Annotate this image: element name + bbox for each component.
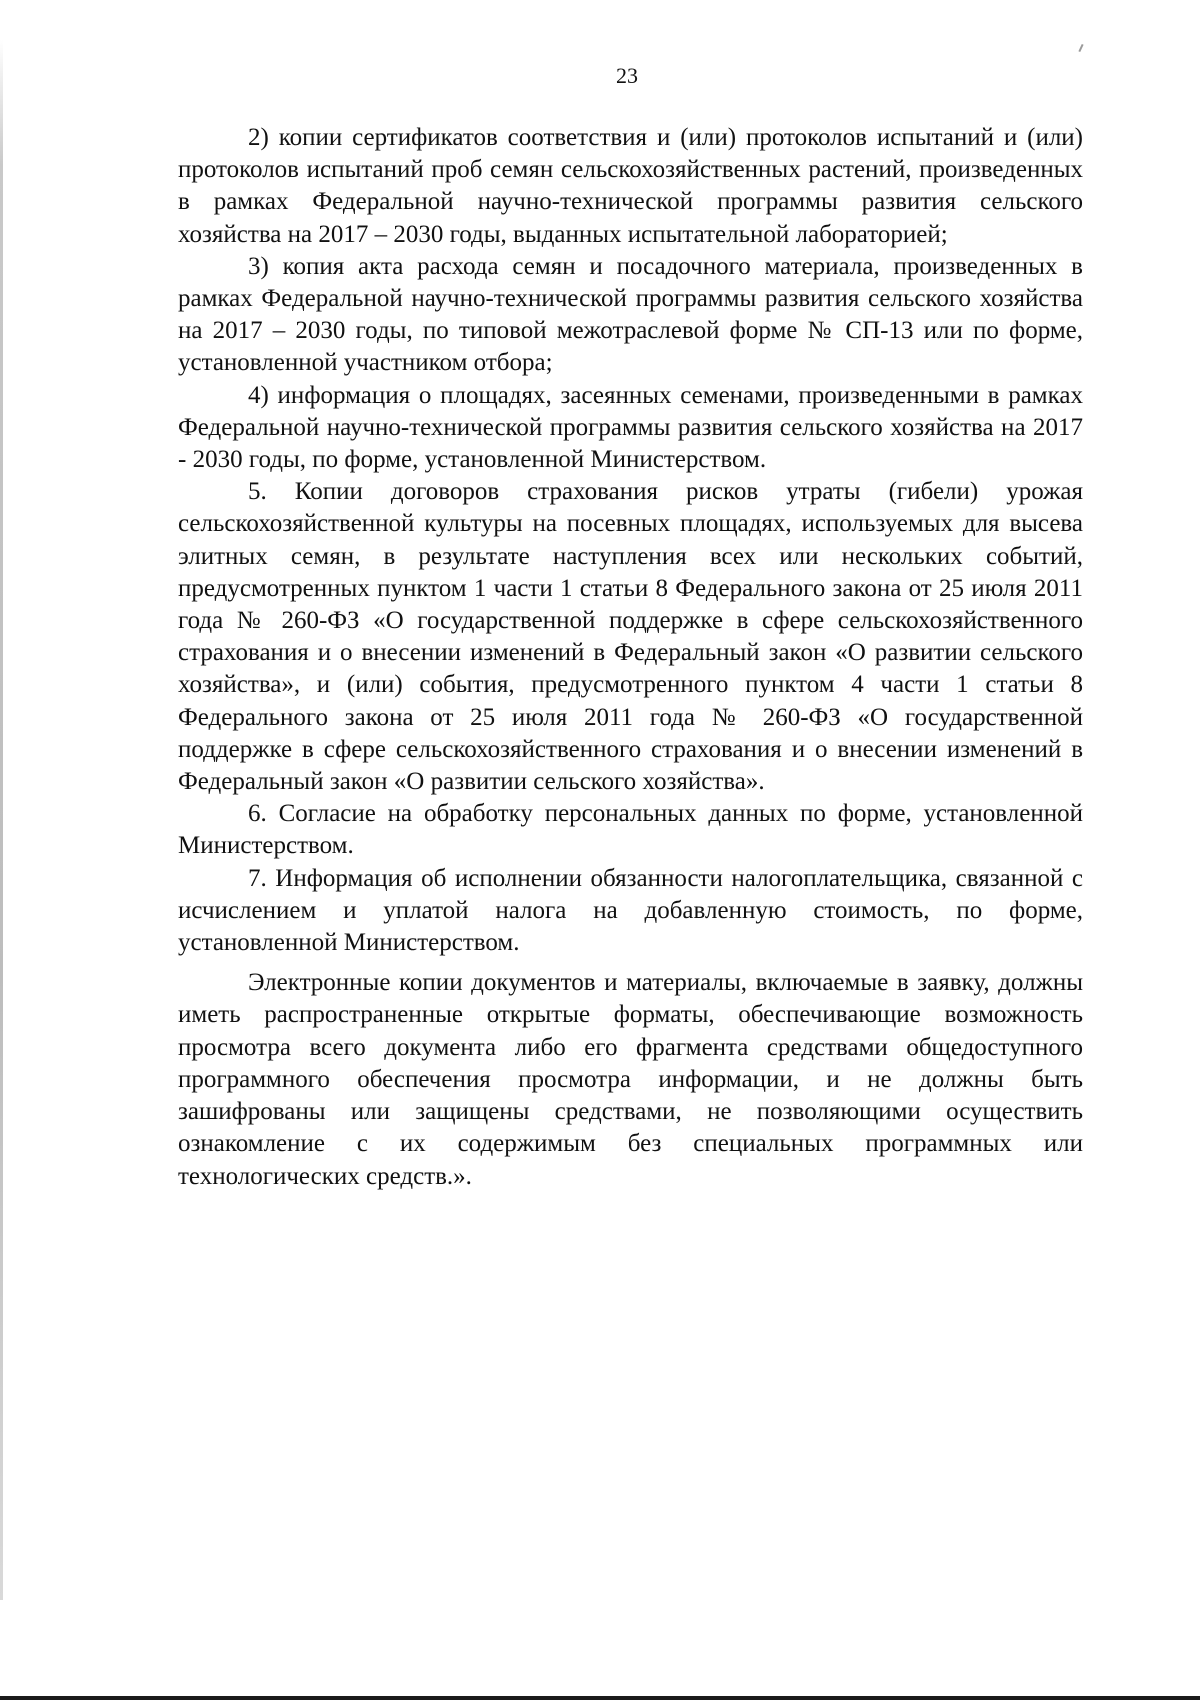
- paragraph-clause-5: 5. Копии договоров страхования рисков утраты (гибели) урожая сельскохозяйственной культуры на посевных площадях, используемых для высева элитных семян, в результате наступления всех или нескольких событий, предусмотренных пунктом 1 части 1 статьи 8 Федерального закона от 25 июля 2011 года № 260-ФЗ «О государственной поддержке в сфере сельскохозяйственного страхования и о внесении изменений в Федеральный закон «О развитии сельского хозяйства», и (или) события, предусмотренного пунктом 4 части 1 статьи 8 Федерального закона от 25 июля 2011 года № 260-ФЗ «О государственной поддержке в сфере сельскохозяйственного страхования и о внесении изменений в Федеральный закон «О развитии сельского хозяйства».: [178, 478, 1083, 796]
- paragraph-clause-6: 6. Согласие на обработку персональных данных по форме, установленной Министерством.: [178, 800, 1083, 860]
- page-number: 23: [616, 63, 638, 88]
- paragraph-electronic-copies: Электронные копии документов и материалы, включаемые в заявку, должны иметь распространенные открытые форматы, обеспечивающие возможность просмотра всего документа либо его фрагмента средствами общедоступного программного обеспечения просмотра информации, и не должны быть зашифрованы или защищены средствами, не позволяющими осуществить ознакомление с их содержимым без специальных программных или технологических средств.».: [178, 969, 1083, 1190]
- scan-edge-left: [0, 40, 3, 1600]
- scan-mark: [1078, 44, 1083, 52]
- paragraph-item-3: 3) копия акта расхода семян и посадочного материала, произведенных в рамках Федеральной научно-технической программы развития сельского хозяйства на 2017 – 2030 годы, по типовой межотраслевой форме № СП-13 или по форме, установленной участником отбора;: [178, 252, 1083, 377]
- document-body: [178, 122, 1083, 1193]
- scan-edge-bottom: [0, 1696, 1200, 1700]
- paragraph-item-2: 2) копии сертификатов соответствия и (или) протоколов испытаний и (или) протоколов испытаний проб семян сельскохозяйственных растений, произведенных в рамках Федеральной научно-технической программы развития сельского хозяйства на 2017 – 2030 годы, выданных испытательной лабораторией;: [178, 124, 1083, 248]
- paragraph-clause-7: 7. Информация об исполнении обязанности налогоплательщика, связанной с исчислением и уплатой налога на добавленную стоимость, по форме, установленной Министерством.: [178, 864, 1083, 957]
- paragraph-item-4: 4) информация о площадях, засеянных семенами, произведенными в рамках Федеральной научно-технической программы развития сельского хозяйства на 2017 - 2030 годы, по форме, установленной Министерством.: [178, 381, 1083, 474]
